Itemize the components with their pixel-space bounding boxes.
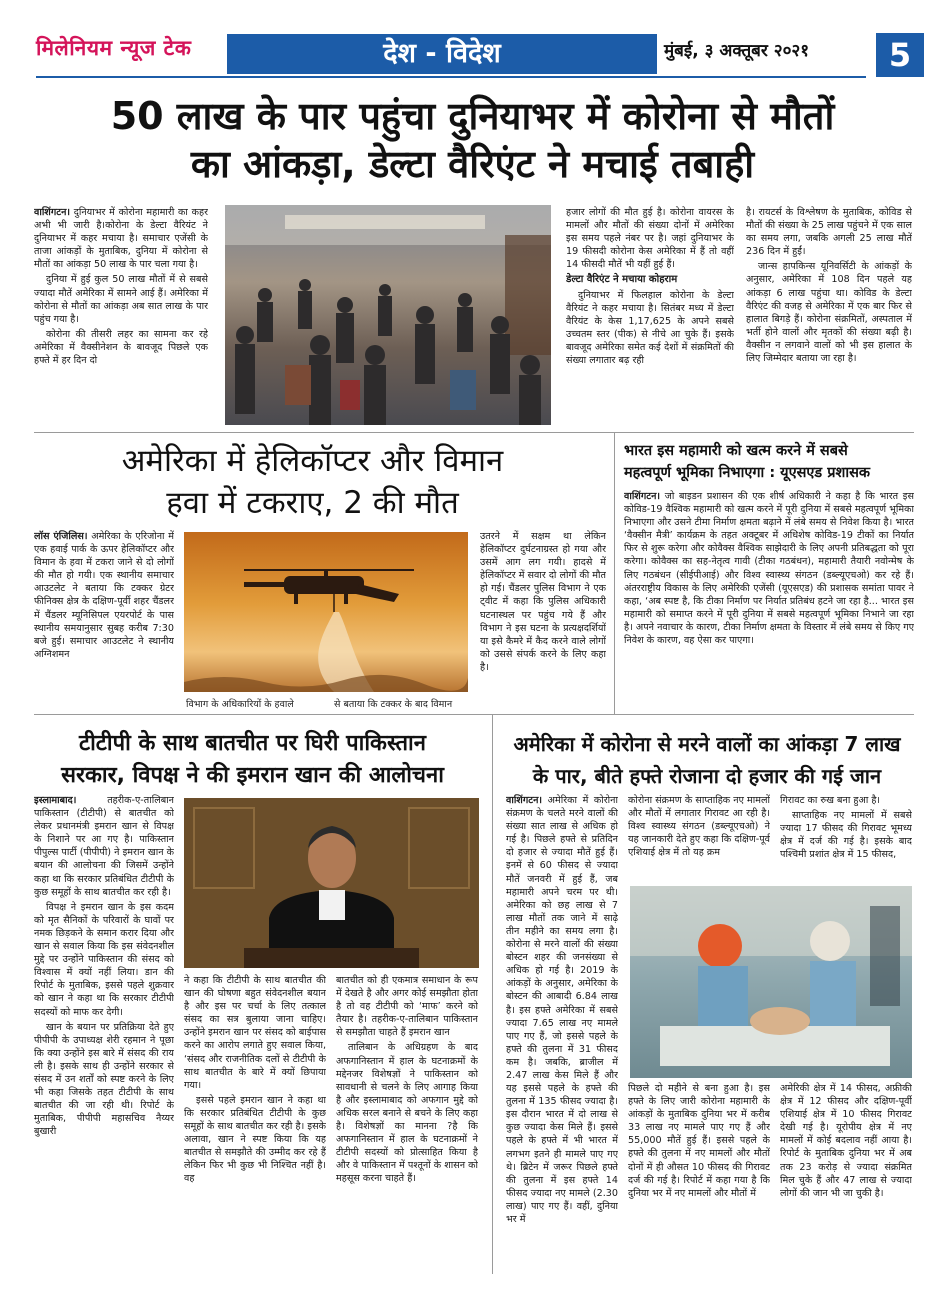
- story5-para: अमेरिका में कोरोना संक्रमण के चलते मरने वालों की संख्या सात लाख से अधिक हो गई है। पिछले हफ्ते से प्रतिदिन दो हजार से ज्यादा मौतें हुई हैं। इनमें से 60 फीसद से ज्यादा मौतें जनवरी में हुई हैं, जब महामारी अपने चरम पर थी। अमेरिका को छह लाख से 7 लाख मौतों तक जाने में साढ़े तीन महीने का समय लगा है। कोरोना से मरने वालों की संख्या बोस्टन शहर की जनसंख्या से अधिक हो गई है। 2019 के आंकड़ों के अनुसार, अमेरिका के बोस्टन की आबादी 6.84 लाख है। इस हफ्ते अमेरिका में सबसे ज्यादा 7.65 लाख नए मामले पाए गए हैं, जो इससे पहले के हफ्ते की तुलना में 31 फीसद कम है। जबकि, ब्राजील में 2.47 लाख केस मिले हैं और यह इससे पहले के हफ्ते की तुलना में 135 फीसद ज्यादा है। इस दौरान भारत में दो लाख से कुछ ज्यादा केस मिले हैं। इससे पहले के हफ्ते में भी भारत में लगभग इतने ही मामले पाए गए थे। ब्रिटेन में जरूर पिछले हफ्ते की तुलना में इस हफ्ते 14 फीसद ज्यादा नए मामले (2.30 लाख) पाए गए हैं। वहीं, दुनिया भर में: [506, 795, 618, 1225]
- story3-body: [624, 490, 914, 710]
- story3-dateline: वाशिंगटन।: [624, 491, 661, 502]
- helicopter-illustration: [184, 532, 468, 692]
- story2-headline-line2: हवा में टकराए, 2 की मौत: [166, 485, 459, 521]
- story1-para: जान्स हापकिन्स यूनिवर्सिटी के आंकड़ों के अनुसार, अमेरिका में 108 दिन पहले यह आंकड़ा 6 लाख पहुंचा था। कोविड के डेल्टा वैरिएंट की वजह से अमेरिका में एक बार फिर से हालात बिगड़े हैं। कोरोना संक्रमितों, अस्पताल में भर्ती होने वालों और मृतकों की संख्या बढ़ी है। वैक्सीन न लगवाने वालों को भी इस हालात के लिए जिम्मेदार बताया जा रहा है।: [746, 261, 912, 365]
- story2-headline-line1: अमेरिका में हेलिकॉप्टर और विमान: [121, 443, 504, 479]
- story1-para: हजार लोगों की मौत हुई है। कोरोना वायरस के मामलों और मौतों की संख्या दोनों में अमेरिका इस समय पहले नंबर पर है। जहां दुनियाभर के 19 फीसदी कोरोना केस अमेरिका में हैं तो वहीं 14 फीसदी मौतें भी यहीं हुई हैं।: [566, 207, 734, 271]
- story5-para: कोरोना संक्रमण के साप्ताहिक नए मामलों और मौतों में लगातार गिरावट आ रही है। विश्व स्वास्थ्य संगठन (डब्ल्यूएचओ) ने यह जानकारी देते हुए कहा कि दक्षिण-पूर्व एशियाई क्षेत्र में तो यह क्रम: [628, 795, 770, 859]
- story2-para: अमेरिका के एरिजोना में एक हवाई पार्क के ऊपर हेलिकॉप्टर और विमान के हवा में टकरा जाने से दो लोगों की मौत हो गयी। एक स्थानीय समाचार आउटलेट ने बताया कि टक्कर ग्रेटर फीनिक्स क्षेत्र के दक्षिण-पूर्वी शहर चैंडलर में चैंडलर म्यूनिसिपल एयरपोर्ट के पास स्थानीय समयानुसार सुबह करीब 7:30 बजे हुई। समाचार आउटलेट ने स्थानीय अग्निशमन: [34, 531, 174, 660]
- story1-dateline: वाशिंगटन।: [34, 207, 71, 218]
- story1-headline-line2: का आंकड़ा, डेल्टा वैरिएंट ने मचाई तबाही: [190, 142, 755, 186]
- story1-column-4: [746, 206, 912, 428]
- story3-headline: [624, 440, 914, 484]
- airport-crowd-illustration: [225, 205, 551, 425]
- story5-headline: [500, 728, 914, 792]
- page-number: 5: [876, 33, 924, 77]
- story1-para: कोरोना की तीसरी लहर का सामना कर रहे अमेरिका में वैक्सीनेशन के बावजूद पिछले एक हफ्ते में हर दिन दो: [34, 328, 208, 367]
- divider: [492, 714, 493, 1274]
- story4-column-3: [336, 974, 478, 1268]
- story5-column-2-bottom: [628, 1082, 770, 1268]
- story5-para: गिरावट का रुख बना हुआ है।: [780, 795, 881, 806]
- story5-para: पिछले दो महीने से बना हुआ है। इस हफ्ते के लिए जारी कोरोना महामारी के आंकड़ों के मुताबिक दुनिया भर में करीब 33 लाख नए मामले पाए गए हैं और 55,000 मौतें हुई हैं। इससे पहले के हफ्ते की तुलना में नए मामलों और मौतों दोनों में ही औसत 10 फीसद की गिरावट दर्ज की गई है। रिपोर्ट में कहा गया है कि दुनिया भर में नए मामलों और मौतों में: [628, 1083, 770, 1199]
- divider: [34, 432, 914, 433]
- helicopter-fire-photo: [184, 532, 468, 692]
- story2-headline: [20, 440, 605, 524]
- story4-para: विपक्ष ने इमरान खान के इस कदम को मृत सैनिकों के परिवारों के घावों पर नमक छिड़कने के समान करार दिया और खान से सवाल किया कि इस संवेदनशील मुद्दे पर उन्होंने पाकिस्तान की संसद को विश्वास में क्यों नहीं लिया। डान की रिपोर्ट के मुताबिक, इससे पहले शुक्रवार को खान ने कहा था कि सरकार टीटीपी सदस्यों को माफ कर देगी।: [34, 901, 174, 1018]
- story1-para: दुनिया में हुई कुल 50 लाख मौतों में से सबसे ज्यादा मौतें अमेरिका में सामने आई हैं। अमेरिका में कोरोना से मौतों का आंकड़ा अब सात लाख के पार पहुंच गया है।: [34, 274, 208, 325]
- masthead-rule: [36, 76, 866, 78]
- story4-headline-line2: सरकार, विपक्ष ने की इमरान खान की आलोचना: [61, 763, 444, 788]
- story4-dateline: इस्लामाबाद।: [34, 795, 77, 806]
- story1-subhead: डेल्टा वैरिएंट ने मचाया कोहराम: [566, 274, 678, 286]
- imran-khan-photo: [184, 798, 479, 968]
- story5-column-3-top: [780, 794, 912, 884]
- airport-crowd-photo: [225, 205, 551, 425]
- story1-para: है। रायटर्स के विश्लेषण के मुताबिक, कोविड से मौतों की संख्या के 25 लाख पहुंचने में एक साल का समय लगा, जबकि अगली 25 लाख मौतें 236 दिन में हुईं।: [746, 207, 912, 258]
- story5-dateline: वाशिंगटन।: [506, 795, 543, 806]
- divider: [614, 432, 615, 714]
- story5-headline-line2: के पार, बीते हफ्ते रोजाना दो हजार की गई जान: [532, 764, 882, 788]
- story5-column-3-bottom: [780, 1082, 912, 1268]
- story1-headline-line1: 50 लाख के पार पहुंचा दुनियाभर में कोरोना से मौतों: [110, 94, 835, 138]
- story4-para: तालिबान के अधिग्रहण के बाद अफगानिस्तान में हाल के घटनाक्रमों के मद्देनजर विशेषज्ञों ने पाकिस्तान को सावधानी से चलने के लिए आगाह किया है और इस्लामाबाद को अफगान मुद्दे को अधिक सरल बनाने से बचने के लिए कहा है। विशेषज्ञों का मानना ?है कि अफगानिस्तान में हाल के घटनाक्रमों ने टीटीपी सदस्यों को प्रोत्साहित किया है और वे पाकिस्तान में पश्तूनों के शासन को महसूस करना चाहते हैं।: [336, 1042, 478, 1185]
- story5-column-2-top: [628, 794, 770, 884]
- story2-dateline: लॉस एंजिलिस।: [34, 531, 88, 542]
- photo-caption-right: से बताया कि टक्कर के बाद विमान: [334, 699, 453, 710]
- issue-date: मुंबई, ३ अक्तूबर २०२१: [664, 41, 810, 61]
- story5-para: अमेरिकी क्षेत्र में 14 फीसद, अफ्रीकी क्षेत्र में 12 फीसद और दक्षिण-पूर्वी एशियाई क्षेत्र में 10 फीसद गिरावट देखी गई है। यूरोपीय क्षेत्र में नए मामलों में कोई बदलाव नहीं आया है। रिपोर्ट के मुताबिक दुनिया भर में अब तक 23 करोड़ से ज्यादा संक्रमित मिल चुके हैं और 47 लाख से ज्यादा लोगों की जान भी जा चुकी है।: [780, 1083, 912, 1199]
- section-title: देश - विदेश: [227, 34, 657, 74]
- story5-column-1: [506, 794, 618, 1266]
- story5-headline-line1: अमेरिका में कोरोना से मरने वालों का आंकड़ा 7 लाख: [513, 732, 901, 756]
- story2-para: उतरने में सक्षम था लेकिन हेलिकॉप्टर दुर्घटनाग्रस्त हो गया और उसमें आग लग गयी। हादसे में हेलिकॉप्टर में सवार दो लोगों की मौत हो गई। चैंडलर पुलिस विभाग ने एक ट्वीट में कहा कि पुलिस अधिकारी घटनास्थल पर पहुंच गये हैं और विभाग ने इस घटना के प्रत्यक्षदर्शियों या इसे कैमरे में कैद करने वाले लोगों को उससे संपर्क करने के लिए कहा है।: [480, 531, 606, 673]
- story4-headline: [20, 728, 485, 792]
- hospital-photo: [630, 886, 912, 1078]
- story4-para: ने कहा कि टीटीपी के साथ बातचीत की खान की घोषणा बहुत संवेदनशील बयान है और इस पर चर्चा के लिए तत्काल संसद का सत्र बुलाया जाना चाहिए। उन्होंने इमरान खान पर संसद को बाईपास करने का आरोप लगाते हुए सवाल किया, ‘संसद और राजनीतिक दलों से टीटीपी के साथ बातचीत के बारे में क्यों छिपाया गया।: [184, 975, 326, 1091]
- story1-column-3: [566, 206, 734, 428]
- story4-column-1: [34, 794, 174, 1266]
- newspaper-brand: मिलेनियम न्यूज टेक: [36, 36, 192, 60]
- hospital-illustration: [630, 886, 912, 1078]
- story4-para: बातचीत को ही एकमात्र समाधान के रूप में देखते है और अगर कोई समझौता होता है तो वह टीटीपी को ‘माफ’ करने को तैयार है। तहरीक-ए-तालिबान पाकिस्तान से समझौता चाहते हैं इमरान खान: [336, 975, 478, 1039]
- story4-para: खान के बयान पर प्रतिक्रिया देते हुए पीपीपी के उपाध्यक्ष शेरी रहमान ने पूछा कि क्या उन्होंने इस बारे में संसद की राय ली है। इसके साथ ही उन्होंने सरकार से संसद में उन शर्तों को स्पष्ट करने के लिए भी कहा जिसके तहत टीटीपी के साथ बातचीत की जा रही थी। रिपोर्ट के मुताबिक, पीपीपी महासचिव नैय्यर बुखारी: [34, 1021, 174, 1138]
- story3-headline-line1: भारत इस महामारी को खत्म करने में सबसे: [624, 443, 848, 459]
- story4-para: इससे पहले इमरान खान ने कहा था कि सरकार प्रतिबंधित टीटीपी के कुछ समूहों के साथ बातचीत कर रही है। इसके अलावा, खान ने स्पष्ट किया कि यह बातचीत से समझौते की उम्मीद कर रहे हैं लेकिन फिर भी कुछ भी निश्चित नहीं है। वह: [184, 1094, 326, 1185]
- story4-column-2: [184, 974, 326, 1268]
- photo-caption-left: विभाग के अधिकारियों के हवाले: [186, 699, 294, 710]
- story5-para: साप्ताहिक नए मामलों में सबसे ज्यादा 17 फीसद की गिरावट भूमध्य क्षेत्र में दर्ज की गई है। इसके बाद पश्चिमी प्रशांत क्षेत्र में 15 फीसद,: [780, 810, 912, 861]
- story2-column-3: [480, 530, 606, 708]
- story1-para: दुनियाभर में फिलहाल कोरोना के डेल्टा वैरियंट ने कहर मचाया है। सितंबर मध्य में डेल्टा वैरियंट के केस 1,17,625 के अपने सबसे उच्चतम स्तर (पीक) से नीचे आ चुके हैं। इसके बावजूद अमेरिका समेत कई देशों में संक्रमितों की संख्या लगातार बढ़ रही: [566, 289, 734, 367]
- story2-column-1: [34, 530, 174, 708]
- portrait-illustration: [184, 798, 479, 968]
- story1-column-1: [34, 206, 208, 428]
- divider: [34, 714, 914, 715]
- story1-headline: [20, 92, 925, 188]
- story3-headline-line2: महत्वपूर्ण भूमिका निभाएगा : यूएसएड प्रशासक: [624, 465, 871, 481]
- story3-para: जो बाइडन प्रशासन की एक शीर्ष अधिकारी ने कहा है कि भारत इस कोविड-19 वैश्विक महामारी को खत्म करने में पूरी दुनिया में सबसे महत्वपूर्ण भूमिका निभाएगा और उसने टीमा निर्माण क्षमता बढ़ाने में लंबे समय से निवेश किया है। भारत ‘वैक्सीन मैत्री’ कार्यक्रम के तहत अक्टूबर में अधिशेष कोविड-19 टीकों का निर्यात फिर से शुरू करेगा और कोवैक्स वैश्विक साझेदारी के लिए अपनी प्रतिबद्धता को पूरा करेगा। कोवैक्स का सह-नेतृत्व गावी (टीका गठबंधन), महामारी तैयारी नवोन्मेष के लिए गठबंधन (सीईपीआई) और विश्व स्वास्थ्य संगठन (डब्ल्यूएचओ) कर रहे हैं। अंतरराष्ट्रीय विकास के लिए अमेरिकी एजेंसी (यूएसएड) की प्रशासक समांता पावर ने कहा, ‘अब स्पष्ट है, कि टीका निर्माण पर निर्यात प्रतिबंध हटने जा रहा है... भारत इस महामारी को समाप्त करने में पूरी दुनिया में सबसे महत्वपूर्ण भूमिका निभाने जा रहा है। अपने नवाचार के कारण, टीका निर्माण क्षमता के विस्तार में लंबे समय से किए गए निवेश के कारण, वह ऐसा कर पाएगा।: [624, 491, 914, 647]
- story1-para: दुनियाभर में कोरोना महामारी का कहर अभी भी जारी है।कोरोना के डेल्टा वैरियंट ने दुनियाभर में कहर मचाया है। समाचार एजेंसी के ताजा आंकड़ों के मुताबिक, दुनिया में कोरोना से मौतों का आंकड़ा 50 लाख के पार चला गया है।: [34, 207, 208, 271]
- story4-headline-line1: टीटीपी के साथ बातचीत पर घिरी पाकिस्तान: [79, 731, 426, 756]
- story4-para: तहरीक-ए-तालिबान पाकिस्तान (टीटीपी) से बातचीत को लेकर प्रधानमंत्री इमरान खान से विपक्ष के निशाने पर आ गए है। पाकिस्तान पीपुल्स पार्टी (पीपीपी) ने इमरान खान के बयान की आलोचना की जिसमें उन्होंने कहा था कि सरकार प्रतिबंधित टीटीपी के कुछ समूहों के साथ बातचीत कर रही है।: [34, 795, 174, 898]
